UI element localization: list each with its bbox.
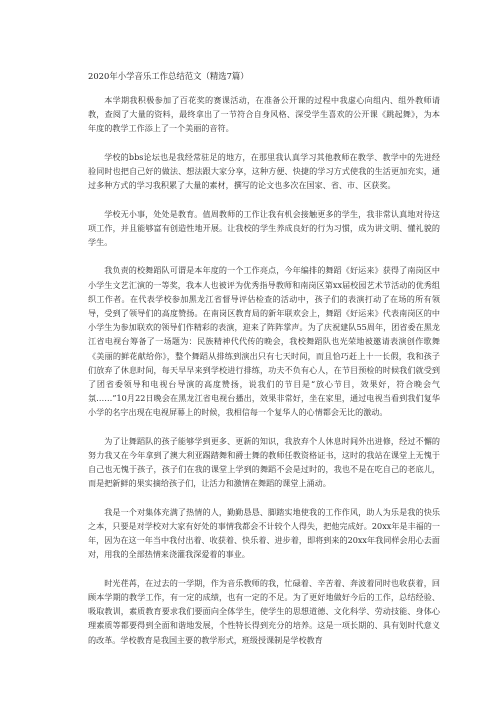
paragraph: 本学期我积极参加了百花奖的赛课活动，在准备公开课的过程中我虚心向组内、组外教师请教，查阅了大量的资料，最终拿出了一节符合自身风格、深受学生喜欢的公开课《跳起舞》，为本年度的教学工作添上了一个美丽的音符。: [88, 95, 440, 134]
document-title: 2020年小学音乐工作总结范文（精选7篇）: [88, 71, 249, 81]
paragraph: 时光荏苒，在过去的一学期，作为音乐教师的我，忙碌着、辛苦着、奔波着同时也收获着，回顾本学期的教学工作，有一定的成绩，也有一定的不足。为了更好地做好今后的工作，总结经验、吸取教训，素质教育要求我们要面向全体学生，使学生的思想道德、文化科学、劳动技能、身体心理素质等都要得到全面和谐地发展，个性特长得到充分的培养。这是一项长期的、具有划时代意义的改革。学校教育是我国主要的教学形式，班级授课制是学校教育: [88, 577, 440, 645]
document-body: [88, 93, 440, 661]
paragraph: 我是一个对集体充满了热情的人，勤勤恳恳、脚踏实地使我的工作作风，助人为乐是我的快乐之本，只要是对学校对大家有好处的事情我都会不计较个人得失，把他完成好。20xx年是丰福的一年，因为在这一年当中我付出着、收获着、快乐着、进步着，即将到来的20xx年我同样会用心去面对，用我的全部热情来浇灌我深爱着的事业。: [88, 506, 440, 560]
paragraph: 为了让舞蹈队的孩子能够学到更多、更新的知识，我放弃个人休息时间外出进修，经过不懈的努力我又在今年拿到了澳大利亚踢踏舞和爵士舞的教师任教资格证书，这时的我站在课堂上无愧于自己也无愧于孩子，孩子们在我的课堂上学到的舞蹈不会是过时的，我也不是在吃自己的老底儿，而是把新鲜的果实摘给孩子们，让活力和激情在舞蹈的课堂上涌动。: [88, 435, 440, 489]
paragraph: 学校无小事，处处是教育。值周教师的工作让我有机会接触更多的学生，我非常认真地对待这项工作，并且能够富有创造性地开展。让我校的学生养成良好的行为习惯，成为讲文明、懂礼貌的学生。: [88, 208, 440, 247]
paragraph: 我负责的校舞蹈队可谓是本年度的一个工作亮点，今年编排的舞蹈《好运来》获得了南岗区中小学生文艺汇演的一等奖，我本人也被评为优秀指导教师和南岗区第xx届校园艺术节活动的优秀组织工作者。在代表学校参加黑龙江省督导评估检查的活动中，孩子们的表演打动了在场的所有领导，受到了领导们的高度赞扬。在南岗区教育局的新年联欢会上，舞蹈《好运来》代表南岗区的中小学生为参加联欢的领导们作精彩的表演，迎来了阵阵掌声。为了庆祝建队55周年，团省委在黑龙江省电视台筹备了一场题为：民族精神代代传的晚会，我校舞蹈队也光荣地被邀请表演创作歌舞《美丽的鲜花献给你》，整个舞蹈从排练到演出只有七天时间，而且恰巧赶上十一长假，我和孩子们放弃了休息时间，每天早早来到学校进行排练，功夫不负有心人，在节目预检的时候我们就受到了团省委领导和电视台导演的高度赞扬，说我们的节目是“放心节目，效果好，符合晚会气氛……”10月22日晚会在黑龙江省电视台播出，效果非常好，坐在家里，通过电视当看到我们复华小学的名字出现在电视屏幕上的时候，我相信每一个复华人的心情都会无比的激动。: [88, 265, 440, 418]
paragraph: 学校的bbs论坛也是我经常驻足的地方，在那里我认真学习其他教师在教学、教学中的先进经验同时也把自己好的做法、想法跟大家分享，这种方便、快捷的学习方式使我的生活更加充实，通过多种方式的学习我积累了大量的素材，撰写的论文也多次在国家、省、市、区获奖。: [88, 151, 440, 191]
